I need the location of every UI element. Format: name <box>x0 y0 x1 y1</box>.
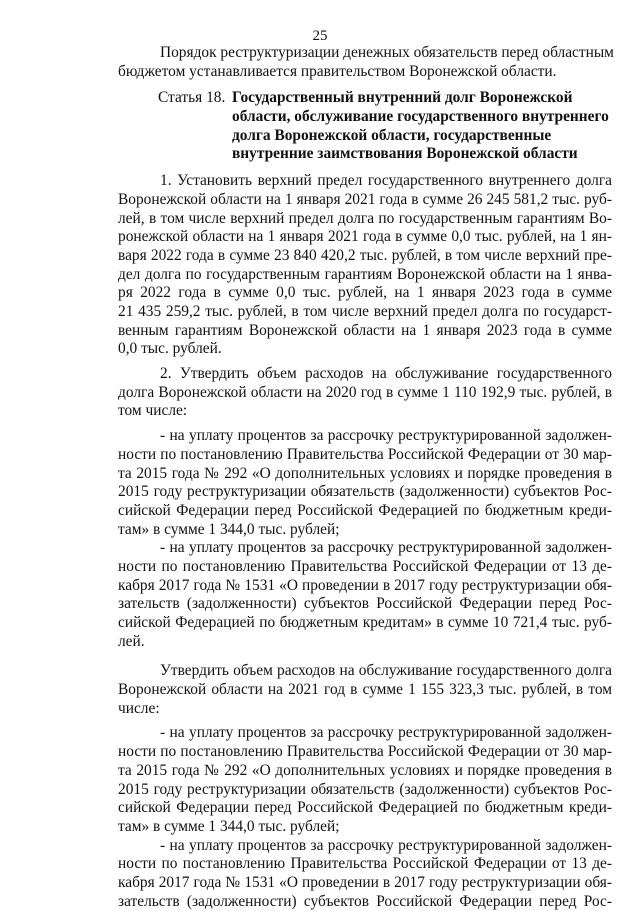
text-line: ности по постановлению Правительства Российской Федерации от 13 де- <box>118 557 612 575</box>
text-line: венным гарантиям Воронежской области на 1 января 2023 года в сумме <box>118 321 612 339</box>
bullet-item <box>118 724 612 836</box>
text-line: ности по постановлению Правительства Российской Федерации от 30 мар- <box>118 445 612 463</box>
bullet-item <box>118 427 612 539</box>
text-line: 2. Утвердить объем расходов на обслуживание государственного <box>160 365 612 383</box>
text-line: там» в сумме 1 344,0 тыс. рублей; <box>118 520 340 538</box>
text-line: 1. Установить верхний предел государственного внутреннего долга <box>160 172 612 190</box>
text-line: сийской Федерации перед Российской Федерацией по бюджетным креди- <box>118 501 612 519</box>
text-line: Утвердить объем расходов на обслуживание государственного долга <box>160 662 612 680</box>
text-line: дел долга по государственным гарантиям Воронежской области на 1 янва- <box>118 265 612 283</box>
text-line: - на уплату процентов за рассрочку реструктурированной задолжен- <box>160 427 612 445</box>
text-line: ря 2022 года в сумме 0,0 тыс. рублей, на 1 января 2023 года в сумме <box>118 284 612 302</box>
page-number: 25 <box>312 28 328 44</box>
article-heading <box>118 89 612 164</box>
text-line: кабря 2017 года № 1531 «О проведении в 2017 году реструктуризации обя- <box>118 576 612 594</box>
text-line: том числе: <box>118 402 188 420</box>
text-line: долга Воронежской области на 2020 год в сумме 1 110 192,9 тыс. рублей, в <box>118 383 612 401</box>
text-line: Воронежской области на 1 января 2021 года в сумме 26 245 581,2 тыс. руб- <box>118 190 612 208</box>
article-title-line: внутренние заимствования Воронежской области <box>232 145 578 163</box>
text-line: лей, в том числе верхний предел долга по государственным гарантиям Во- <box>118 209 612 227</box>
paragraph-2 <box>118 365 612 421</box>
article-label: Статья 18. <box>158 89 226 107</box>
text-line: та 2015 года № 292 «О дополнительных условиях и порядке проведения в <box>118 464 612 482</box>
paragraph-1 <box>118 172 612 359</box>
article-title-line: Государственный внутренний долг Воронежской <box>232 89 573 107</box>
bullet-item <box>118 837 612 911</box>
text-line: ности по постановлению Правительства Российской Федерации от 30 мар- <box>118 743 612 761</box>
text-line: зательств (задолженности) субъектов Российской Федерации перед Рос- <box>118 892 612 910</box>
text-line: Порядок реструктуризации денежных обязательств перед областным <box>160 44 614 61</box>
text-line: там» в сумме 1 344,0 тыс. рублей; <box>118 817 340 835</box>
text-line: 0,0 тыс. рублей. <box>118 340 222 358</box>
text-line: 2015 году реструктуризации обязательств (задолженности) субъектов Рос- <box>118 483 612 501</box>
bullet-item <box>118 539 612 651</box>
text-line: зательств (задолженности) субъектов Российской Федерации перед Рос- <box>118 595 612 613</box>
text-line: ронежской области на 1 января 2021 года в сумме 0,0 тыс. рублей, на 1 ян- <box>118 228 612 246</box>
text-line: 21 435 259,2 тыс. рублей, в том числе верхний предел долга по государст- <box>118 303 612 320</box>
text-line: кабря 2017 года № 1531 «О проведении в 2017 году реструктуризации обя- <box>118 873 612 891</box>
paragraph-3 <box>118 662 612 718</box>
text-line: та 2015 года № 292 «О дополнительных условиях и порядке проведения в <box>118 761 612 779</box>
text-line: Воронежской области на 2021 год в сумме 1 155 323,3 тыс. рублей, в том <box>118 681 612 699</box>
text-line: ности по постановлению Правительства Российской Федерации от 13 де- <box>118 855 612 873</box>
text-line: сийской Федерацией по бюджетным кредитам» в сумме 10 721,4 тыс. руб- <box>118 614 612 631</box>
text-line: 2015 году реструктуризации обязательств (задолженности) субъектов Рос- <box>118 780 612 798</box>
text-line: варя 2022 года в сумме 23 840 420,2 тыс. рублей, в том числе верхний пре- <box>118 246 612 264</box>
text-line: - на уплату процентов за рассрочку реструктурированной задолжен- <box>160 724 612 742</box>
text-line: лей. <box>118 632 145 650</box>
article-title-line: области, обслуживание государственного внутреннего <box>232 108 609 126</box>
text-line: числе: <box>118 699 160 717</box>
intro-paragraph <box>118 44 612 81</box>
article-title <box>232 89 612 164</box>
text-line: - на уплату процентов за рассрочку реструктурированной задолжен- <box>160 836 612 854</box>
text-line: бюджетом устанавливается правительством Воронежской области. <box>118 62 557 80</box>
article-title-line: долга Воронежской области, государственные <box>232 126 552 144</box>
text-line: сийской Федерации перед Российской Федерацией по бюджетным креди- <box>118 799 612 817</box>
document-body <box>118 44 612 911</box>
text-line: - на уплату процентов за рассрочку реструктурированной задолжен- <box>160 539 612 557</box>
